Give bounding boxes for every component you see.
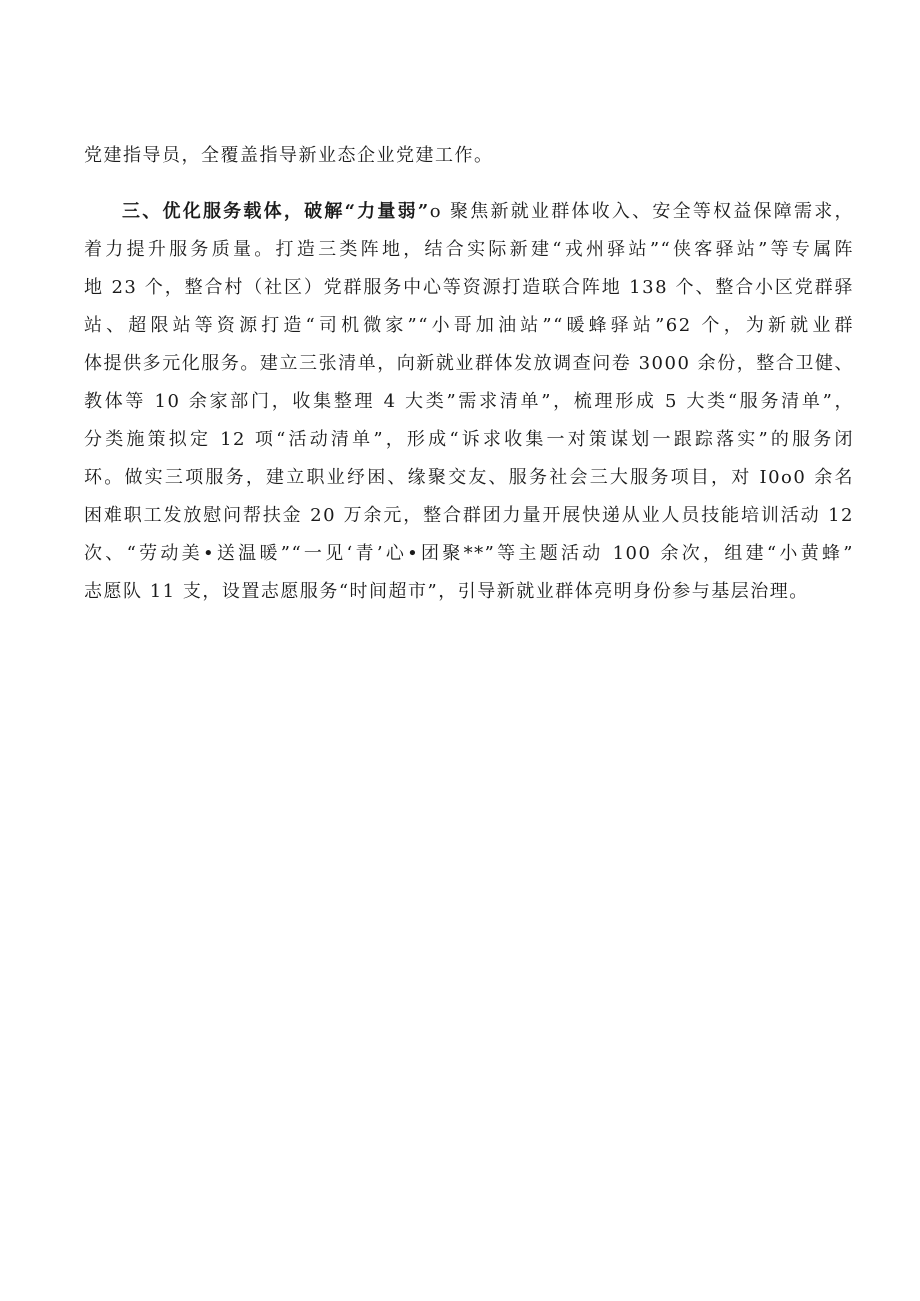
paragraph-gap	[84, 175, 854, 193]
document-body	[84, 137, 854, 611]
paragraph-2-line: 分类施策拟定 12 项“活动清单”，形成“诉求收集一对策谋划一跟踪落实”的服务闭	[84, 429, 854, 450]
paragraph-2-line: 环。做实三项服务，建立职业纾困、缘聚交友、服务社会三大服务项目，对 I0o0 余名	[84, 467, 854, 488]
section-heading: 三、优化服务载体，破解“力量弱”	[122, 201, 430, 222]
paragraph-2-line: 体提供多元化服务。建立三张清单，向新就业群体发放调查问卷 3000 余份，整合卫健、	[84, 353, 854, 374]
paragraph-2-line: 困难职工发放慰问帮扶金 20 万余元，整合群团力量开展快递从业人员技能培训活动 12	[84, 505, 854, 526]
paragraph-2-line: 着力提升服务质量。打造三类阵地，结合实际新建“戎州驿站”“侠客驿站”等专属阵	[84, 239, 854, 260]
paragraph-2-line: 站、超限站等资源打造“司机微家”“小哥加油站”“暖蜂驿站”62 个，为新就业群	[84, 315, 854, 336]
paragraph-2-last-line: 志愿队 11 支，设置志愿服务“时间超市”，引导新就业群体亮明身份参与基层治理。	[84, 581, 809, 602]
paragraph-1-line-1: 党建指导员，全覆盖指导新业态企业党建工作。	[84, 145, 494, 166]
paragraph-2-line: 次、“劳动美•送温暖”“一见‘青’心•团聚**”等主题活动 100 余次，组建“小黄蜂”	[84, 543, 854, 564]
paragraph-2-line-1-text: o 聚焦新就业群体收入、安全等权益保障需求，	[429, 201, 854, 222]
paragraph-2-line: 教体等 10 余家部门，收集整理 4 大类”需求清单”，梳理形成 5 大类“服务清单”，	[84, 391, 854, 412]
paragraph-2-line-1	[84, 193, 854, 231]
paragraph-2-line: 地 23 个，整合村（社区）党群服务中心等资源打造联合阵地 138 个、整合小区党群驿	[84, 277, 854, 298]
